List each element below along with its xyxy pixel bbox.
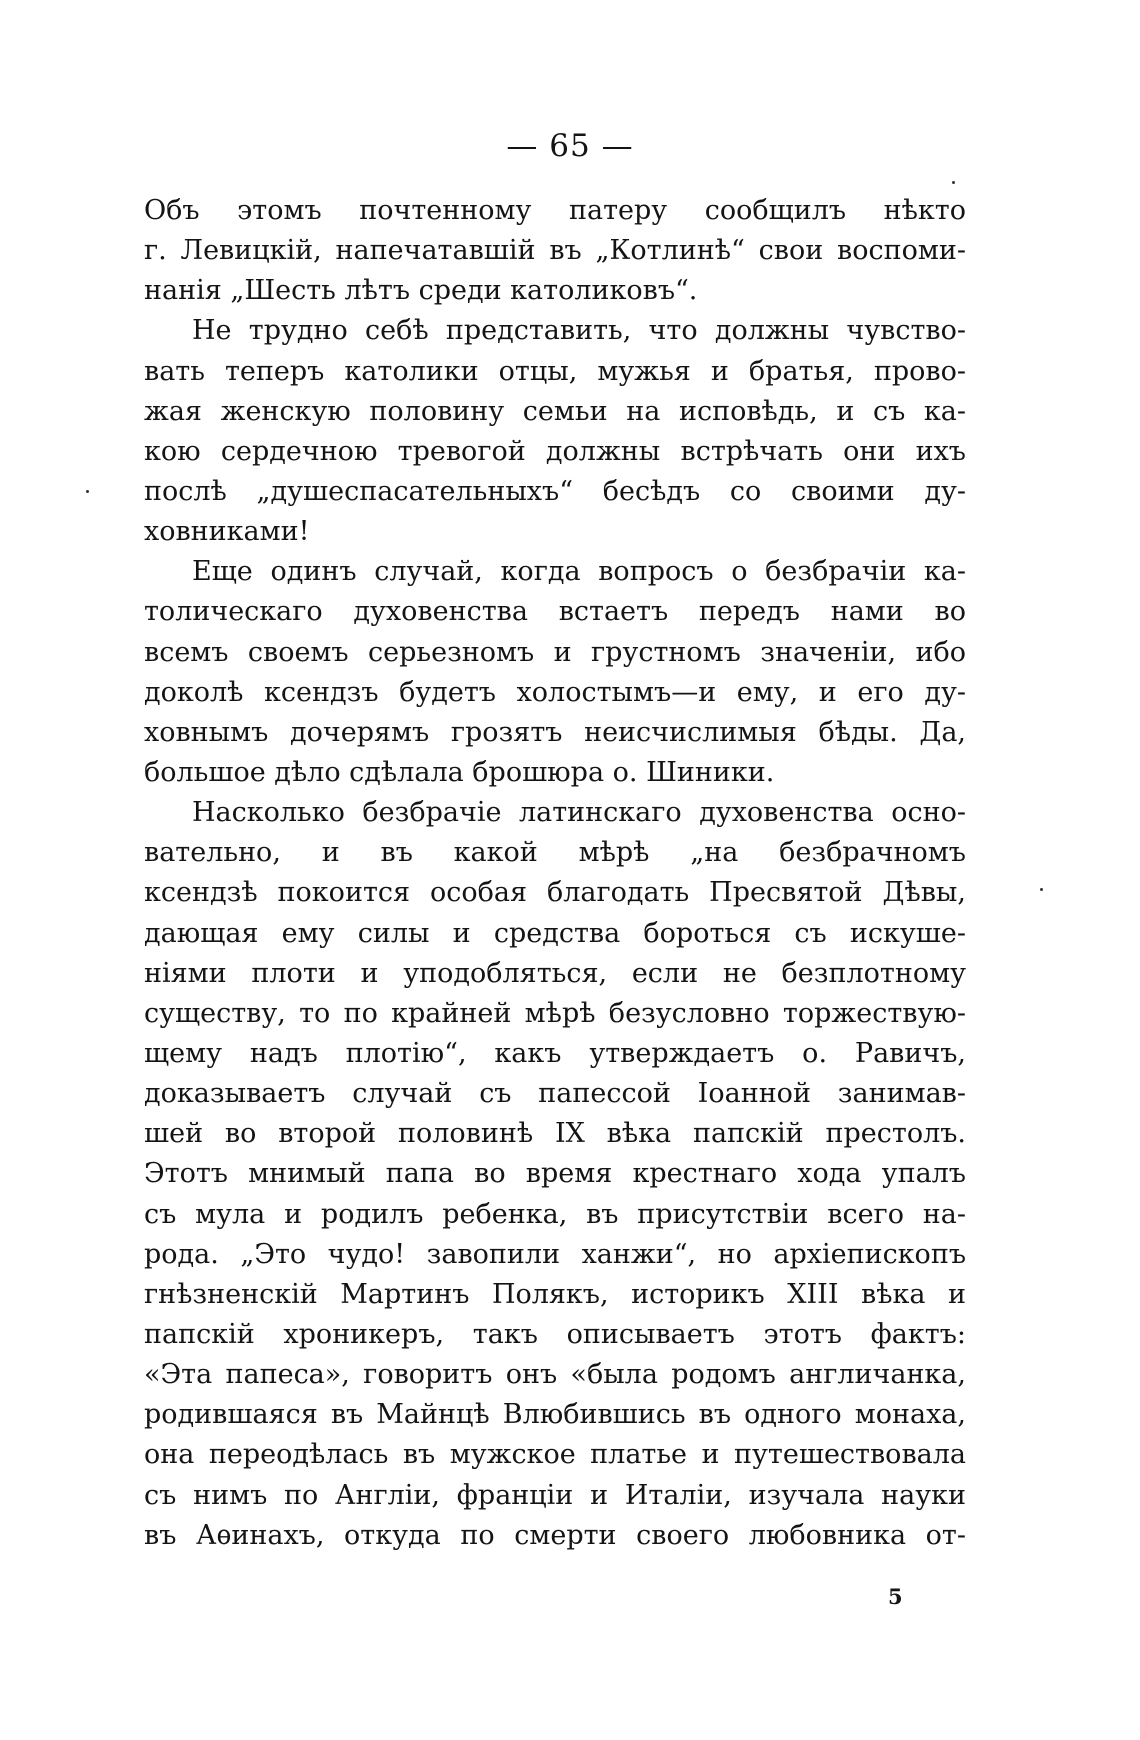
text-line: послѣ „душеспасательныхъ“ бесѣдъ со своими ду- xyxy=(144,475,966,507)
text-line: Еще одинъ случай, когда вопросъ о безбрачіи ка- xyxy=(192,556,966,588)
text-line: съ нимъ по Англіи, франціи и Италіи, изучала науки xyxy=(144,1479,966,1511)
text-line: доколѣ ксендзъ будетъ холостымъ—и ему, и его ду- xyxy=(144,676,966,708)
text-line: ховниками! xyxy=(144,516,310,548)
text-line: кою сердечною тревогой должны встрѣчать они ихъ xyxy=(144,435,966,467)
text-line: ховнымъ дочерямъ грозятъ неисчислимыя бѣды. Да, xyxy=(144,716,966,748)
body-text xyxy=(144,191,966,1556)
text-line: ксендзѣ покоится особая благодать Пресвятой Дѣвы, xyxy=(144,877,966,909)
text-line: толическаго духовенства встаетъ передъ нами во xyxy=(144,596,966,628)
text-line: Не трудно себѣ представить, что должны чувство- xyxy=(192,315,966,347)
text-line: существу, то по крайней мѣрѣ безусловно торжествую- xyxy=(144,997,966,1029)
text-line: Насколько безбрачіе латинскаго духовенства осно- xyxy=(192,797,966,829)
text-line: г. Левицкій, напечатавшій въ „Котлинѣ“ свои воспоми- xyxy=(144,235,966,267)
text-line: въ Аѳинахъ, откуда по смерти своего любовника от- xyxy=(144,1519,966,1551)
text-line: рода. „Это чудо! завопили ханжи“, но архіепископъ xyxy=(144,1238,966,1270)
text-line: гнѣзненскій Мартинъ Полякъ, историкъ XIII вѣка и xyxy=(144,1278,966,1310)
text-line: доказываетъ случай съ папессой Іоанной занимав- xyxy=(144,1078,966,1110)
text-line: ніями плоти и уподобляться, если не безплотному xyxy=(144,957,966,989)
text-line: всемъ своемъ серьезномъ и грустномъ значеніи, ибо xyxy=(144,636,966,668)
paper-speck xyxy=(86,490,89,493)
text-line: нанія „Шесть лѣтъ среди католиковъ“. xyxy=(144,275,698,307)
text-line: вать теперъ католики отцы, мужья и братья, прово- xyxy=(144,355,966,387)
text-line: она переодѣлась въ мужское платье и путешествовала xyxy=(144,1439,966,1471)
text-line: жая женскую половину семьи на исповѣдь, и съ ка- xyxy=(144,395,966,427)
signature-mark: 5 xyxy=(888,1584,903,1609)
text-line: щему надъ плотію“, какъ утверждаетъ о. Равичъ, xyxy=(144,1037,966,1069)
text-line: Объ этомъ почтенному патеру сообщилъ нѣкто xyxy=(144,195,966,226)
text-line: «Эта папеса», говоритъ онъ «была родомъ англичанка, xyxy=(144,1359,966,1391)
text-line: шей во второй половинѣ IX вѣка папскій престолъ. xyxy=(144,1118,966,1150)
text-line: вательно, и въ какой мѣрѣ „на безбрачномъ xyxy=(144,837,966,869)
page-number: — 65 — xyxy=(506,128,634,164)
text-line: съ мула и родилъ ребенка, въ присутствіи всего на- xyxy=(144,1198,966,1230)
text-line: Этотъ мнимый папа во время крестнаго хода упалъ xyxy=(144,1158,966,1190)
text-line: родившаяся въ Майнцѣ Влюбившись въ одного монаха, xyxy=(144,1399,966,1431)
paper-speck xyxy=(952,181,955,184)
text-line: дающая ему силы и средства бороться съ искуше- xyxy=(144,917,966,949)
text-line: папскій хроникеръ, такъ описываетъ этотъ фактъ: xyxy=(144,1318,966,1350)
text-line: большое дѣло сдѣлала брошюра о. Шиники. xyxy=(144,756,775,788)
paper-speck xyxy=(1040,888,1043,891)
